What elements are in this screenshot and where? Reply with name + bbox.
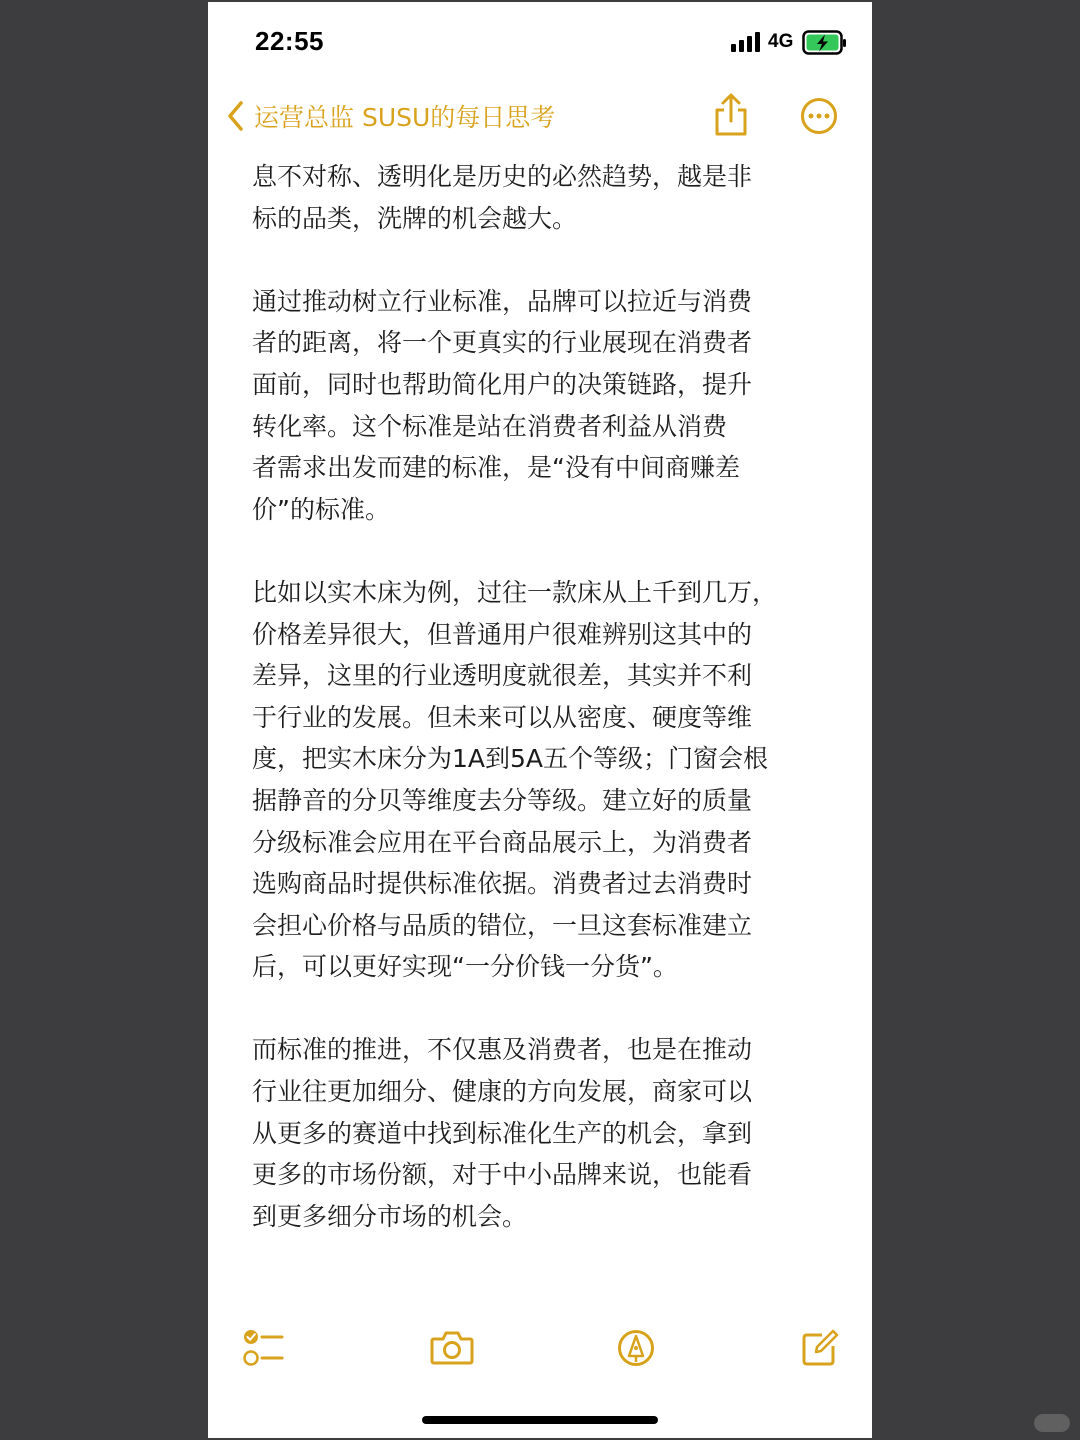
nav-bar	[208, 88, 872, 144]
share-icon[interactable]	[711, 92, 751, 138]
checklist-icon[interactable]	[242, 1324, 286, 1372]
network-label: 4G	[768, 31, 794, 52]
markup-pen-icon[interactable]	[616, 1328, 656, 1368]
chevron-left-icon	[226, 100, 246, 132]
watermark-badge	[1034, 1414, 1070, 1432]
note-paragraph: 而标准的推进，不仅惠及消费者，也是在推动 行业往更加细分、健康的方向发展，商家可以 从更多的赛道中找到标准化生产的机会，拿到 更多的市场份额，对于中小品牌来说，也能看 到更多细分市场的机会。	[252, 1035, 753, 1231]
home-indicator[interactable]	[422, 1416, 658, 1424]
status-bar	[208, 2, 872, 82]
signal-bars-icon	[731, 32, 763, 52]
back-label: 运营总监 SUSU的每日思考	[254, 103, 556, 132]
note-body[interactable]	[252, 156, 842, 1279]
camera-icon[interactable]	[430, 1330, 474, 1366]
ellipsis-circle-icon[interactable]	[799, 96, 839, 136]
battery-charging-icon	[802, 30, 848, 56]
compose-icon[interactable]	[800, 1328, 840, 1368]
note-paragraph: 息不对称、透明化是历史的必然趋势，越是非 标的品类，洗牌的机会越大。	[252, 162, 753, 233]
phone-screen	[208, 2, 872, 1438]
note-paragraph: 比如以实木床为例，过往一款床从上千到几万， 价格差异很大，但普通用户很难辨别这其中的 差异，这里的行业透明度就很差，其实并不利 于行业的发展。但未来可以从密度、硬度等维 度，把实木床分为1A到5A五个等级；门窗会根 据静音的分贝等维度去分等级。建立好的质量 分级标准会应用在平台商品展示上，为消费者 选购商品时提供标准依据。消费者过去消费时 会担心价格与品质的错位，一旦这套标准建立 后，可以更好实现“一分价钱一分货”。	[252, 577, 778, 982]
status-time: 22:55	[255, 26, 324, 56]
bottom-toolbar	[208, 1324, 872, 1380]
note-paragraph: 通过推动树立行业标准，品牌可以拉近与消费 者的距离，将一个更真实的行业展现在消费者 面前，同时也帮助简化用户的决策链路，提升 转化率。这个标准是站在消费者利益从消费 者需求出发而建的标准，是“没有中间商赚差 价”的标准。	[252, 286, 753, 524]
back-button[interactable]	[226, 88, 555, 144]
